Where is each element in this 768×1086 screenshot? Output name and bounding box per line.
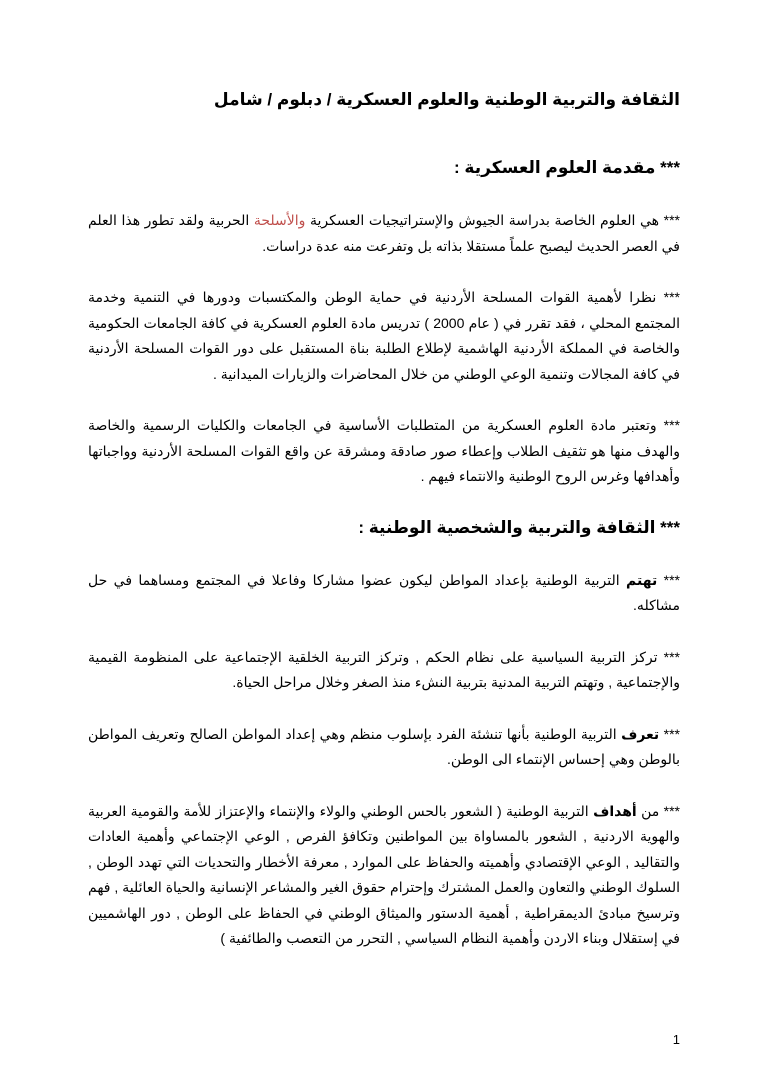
paragraph-text: *** هي العلوم الخاصة بدراسة الجيوش والإستراتيجيات العسكرية — [305, 212, 680, 228]
paragraph-requirements: *** وتعتبر مادة العلوم العسكرية من المتطلبات الأساسية في الجامعات والكليات الرسمية والخاصة والهدف منها هو تثقيف الطلاب وإعطاء صور صادقة ومشرقة عن واقع القوات المسلحة الأردنية وواجباتها وأهدافها وغرس الروح الوطنية والانتماء فيهم . — [88, 417, 680, 484]
page-number: 1 — [672, 1032, 680, 1047]
document-title: الثقافة والتربية الوطنية والعلوم العسكرية / دبلوم / شامل — [213, 90, 680, 109]
bold-word: أهداف — [593, 802, 637, 819]
paragraph-text: *** — [657, 571, 680, 588]
paragraph-text: التربية الوطنية ( الشعور بالحس الوطني والولاء والإنتماء والإعتزاز للأمة والقومية العربية والهوية الاردنية , الشعور بالمساواة بين المواطنين وتكافؤ الفرص , الوعي الإجتماعي وأهمية العادات والتقاليد , الوعي الإقتصادي وأهميته والحفاظ على الموارد , معرفة الأخطار والتحديات التي تهدد الوطن , السلوك الوطني والتعاون والعمل المشترك وإحترام حقوق الغير والمشاعر الإنسانية والحياة العائلية , فهم وترسيخ مبادئ الديمقراطية , أهمية الدستور والميثاق الوطني في الحفاظ على الوطن , دور الهاشميين في إستقلال وبناء الاردن وأهمية النظام السياسي , التحرر من التعصب والطائفية ) — [88, 802, 680, 946]
paragraph-text: الحربية ولقد تطور هذا العلم في العصر الحديث ليصبح علماً مستقلا بذاته بل وتفرعت منه عدة دراسات. — [88, 212, 680, 254]
document-body — [88, 88, 680, 977]
highlighted-word: والأسلحة — [253, 212, 306, 228]
bold-word: تعرف — [621, 725, 660, 742]
paragraph-text: التربية الوطنية بأنها تنشئة الفرد بإسلوب منظم وهي إعداد المواطن الصالح وتعريف المواطن بالوطن وهي إحساس الإنتماء الى الوطن. — [88, 725, 680, 767]
paragraph-political-education: *** تركز التربية السياسية على نظام الحكم , وتركز التربية الخلقية الإجتماعية على المنظومة القيمية والإجتماعية , وتهتم التربية المدنية بتربية النشء منذ الصغر وخلال مراحل الحياة. — [88, 648, 680, 690]
paragraph-text: التربية الوطنية بإعداد المواطن ليكون عضوا مشاركا وفاعلا في المجتمع ومساهما في حل مشاكله. — [88, 571, 680, 613]
section-heading-national-education: *** الثقافة والتربية والشخصية الوطنية : — [358, 517, 680, 537]
bold-word: تهتم — [626, 571, 658, 588]
paragraph-national-education-focus — [88, 568, 680, 619]
paragraph-importance: *** نظرا لأهمية القوات المسلحة الأردنية في حماية الوطن والمكتسبات ودورها في التنمية وخدمة المجتمع المحلي ، فقد تقرر في ( عام 2000 ) تدريس مادة العلوم العسكرية في كافة الجامعات الحكومية والخاصة في المملكة الأردنية الهاشمية لإطلاع الطلبة بناة المستقبل على دور القوات المسلحة الأردنية في كافة المجالات وتنمية الوعي الوطني من خلال المحاضرات والزيارات الميدانية . — [88, 289, 680, 382]
paragraph-text: *** من — [636, 802, 681, 819]
paragraph-objectives — [88, 799, 680, 952]
paragraph-definition-national-education — [88, 722, 680, 773]
paragraph-definition — [88, 208, 680, 259]
paragraph-text: *** — [659, 725, 680, 742]
section-heading-military-sciences: *** مقدمة العلوم العسكرية : — [454, 158, 680, 177]
